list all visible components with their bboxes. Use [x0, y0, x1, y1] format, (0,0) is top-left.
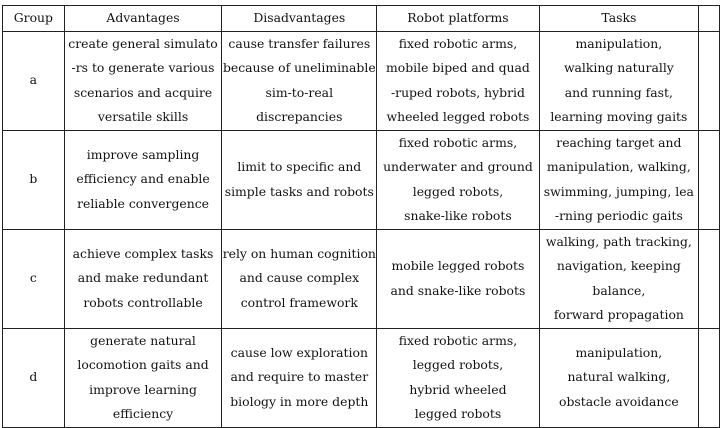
table-row [3, 328, 720, 427]
cell-line: discrepancies [256, 109, 343, 124]
cell-line: efficiency [112, 406, 174, 421]
cell-line: navigation, keeping [556, 258, 681, 273]
cell-line: locomotion gaits and [77, 357, 209, 372]
overflow-column-cell [699, 229, 720, 328]
platforms-cell [377, 229, 539, 328]
cell-line: limit to specific and [237, 159, 362, 174]
cell-line: balance, [592, 282, 646, 298]
cell-line: legged robots, [412, 183, 504, 199]
cell-line: generate natural [90, 332, 196, 348]
overflow-column-cell [699, 328, 720, 427]
cell-line: improve sampling [86, 146, 200, 162]
disadvantages-cell [222, 130, 377, 229]
advantages-cell [64, 130, 222, 229]
cell-line: create general simulato [68, 35, 218, 51]
group-label: a [29, 72, 38, 88]
cell-line: mobile legged robots [391, 258, 525, 273]
cell-line: efficiency and enable [76, 171, 210, 187]
cell-line: walking naturally [563, 60, 674, 75]
cell-line: wheeled legged robots [386, 109, 530, 124]
platforms-cell [377, 130, 539, 229]
table-row [3, 229, 720, 328]
header-label: Disadvantages [253, 10, 346, 25]
cell-line: manipulation, [575, 344, 663, 360]
group-cell [3, 328, 65, 427]
cell-line: learning moving gaits [550, 109, 688, 124]
advantages-cell [64, 229, 222, 328]
cell-line: mobile biped and quad [386, 60, 530, 75]
cell-line: simple tasks and robots [224, 183, 374, 199]
group-label: c [29, 270, 37, 286]
header-cell-robot-platforms [377, 6, 539, 32]
tasks-cell [539, 328, 699, 427]
cell-line: reliable convergence [77, 195, 209, 211]
disadvantages-cell [222, 31, 377, 130]
platforms-cell [377, 328, 539, 427]
cell-line: and require to master [230, 369, 369, 385]
cell-line: fixed robotic arms, [398, 332, 518, 348]
group-cell [3, 229, 65, 328]
cell-line: reaching target and [556, 134, 682, 150]
cell-line: -rs to generate various [71, 60, 215, 75]
group-cell [3, 130, 65, 229]
cell-line: control framework [240, 294, 358, 310]
cell-line: cause transfer failures [228, 35, 371, 51]
cell-line: and snake-like robots [390, 282, 526, 298]
comparison-table [2, 5, 720, 428]
cell-line: manipulation, walking, [546, 159, 691, 174]
cell-line: legged robots, [412, 357, 504, 372]
cell-line: forward propagation [553, 307, 684, 322]
cell-line: sim-to-real [265, 84, 334, 100]
header-cell-group [3, 6, 65, 32]
header-row [3, 6, 720, 32]
cell-line: -ruped robots, hybrid [390, 84, 525, 100]
cell-line: achieve complex tasks [72, 245, 214, 261]
header-label: Robot platforms [407, 10, 509, 25]
group-label: d [29, 369, 38, 385]
cell-line: cause low exploration [230, 344, 368, 360]
cell-line: legged robots [414, 406, 502, 421]
header-cell-tasks [539, 6, 699, 32]
cell-line: fixed robotic arms, [398, 134, 518, 150]
cell-line: fixed robotic arms, [398, 35, 518, 51]
header-cell-disadvantages [222, 6, 377, 32]
cell-line: and make redundant [77, 270, 209, 286]
header-label: Tasks [601, 10, 637, 25]
cell-line: biology in more depth [230, 393, 369, 409]
header-label: Advantages [106, 10, 180, 25]
cell-line: obstacle avoidance [559, 393, 679, 409]
table-row [3, 130, 720, 229]
group-label: b [29, 171, 38, 187]
cell-line: hybrid wheeled [409, 381, 507, 397]
group-cell [3, 31, 65, 130]
overflow-column-cell [699, 31, 720, 130]
advantages-cell [64, 328, 222, 427]
overflow-column-cell [699, 130, 720, 229]
cell-line: and running fast, [564, 84, 673, 100]
cell-line: walking, path tracking, [545, 233, 692, 249]
cell-line: natural walking, [567, 369, 671, 385]
cell-line: because of uneliminable [222, 60, 376, 75]
overflow-column-cell [699, 6, 720, 32]
tasks-cell [539, 229, 699, 328]
cell-line: underwater and ground [383, 159, 533, 174]
header-cell-advantages [64, 6, 222, 32]
cell-line: scenarios and acquire [73, 84, 213, 100]
cell-line: snake-like robots [404, 208, 512, 223]
tasks-cell [539, 31, 699, 130]
advantages-cell [64, 31, 222, 130]
cell-line: manipulation, [575, 35, 663, 51]
tasks-cell [539, 130, 699, 229]
cell-line: versatile skills [97, 109, 189, 124]
disadvantages-cell [222, 328, 377, 427]
cell-line: -rning periodic gaits [554, 208, 683, 223]
cell-line: rely on human cognition [222, 245, 376, 261]
platforms-cell [377, 31, 539, 130]
cell-line: swimming, jumping, lea [543, 183, 694, 199]
cell-line: improve learning [89, 381, 197, 397]
header-label: Group [13, 10, 53, 25]
disadvantages-cell [222, 229, 377, 328]
table-row [3, 31, 720, 130]
cell-line: robots controllable [83, 294, 203, 310]
cell-line: and cause complex [239, 270, 360, 286]
